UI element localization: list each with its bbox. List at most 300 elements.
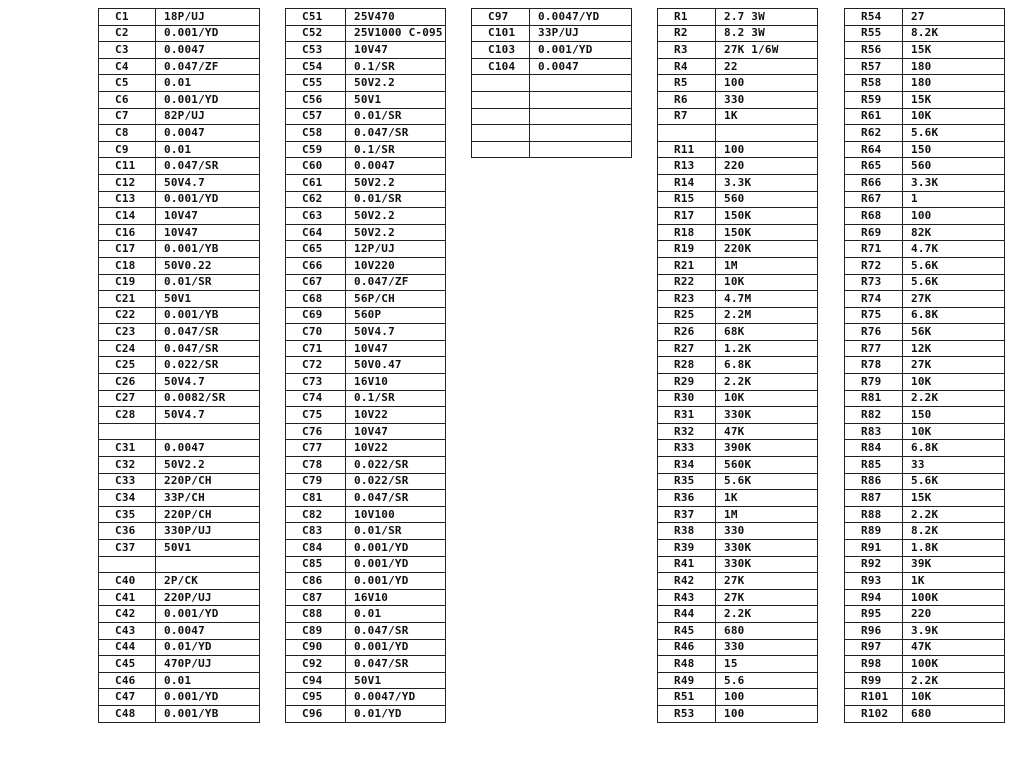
part-value-cell: 8.2 3W bbox=[716, 25, 818, 42]
part-value-cell: 0.001/YD bbox=[346, 540, 446, 557]
part-ref-cell: C3 bbox=[99, 42, 156, 59]
table-row bbox=[286, 523, 446, 540]
table-row bbox=[658, 656, 818, 673]
part-value-cell: 220P/CH bbox=[156, 506, 260, 523]
part-value-cell: 0.0047/YD bbox=[530, 9, 632, 26]
part-value-cell: 27 bbox=[903, 9, 1005, 26]
table-row bbox=[658, 208, 818, 225]
table-row bbox=[99, 9, 260, 26]
part-value-cell: 10V47 bbox=[156, 208, 260, 225]
part-ref-cell: R14 bbox=[658, 174, 716, 191]
table-row bbox=[658, 556, 818, 573]
table-row bbox=[658, 125, 818, 142]
part-ref-cell: R38 bbox=[658, 523, 716, 540]
part-ref-cell: R88 bbox=[845, 506, 903, 523]
part-value-cell: 1 bbox=[903, 191, 1005, 208]
capacitor-table-3 bbox=[471, 8, 632, 158]
table-row bbox=[286, 191, 446, 208]
part-value-cell: 82P/UJ bbox=[156, 108, 260, 125]
part-ref-cell: R39 bbox=[658, 540, 716, 557]
part-value-cell: 470P/UJ bbox=[156, 656, 260, 673]
part-ref-cell: R6 bbox=[658, 91, 716, 108]
part-value-cell: 0.0047 bbox=[530, 58, 632, 75]
part-value-cell: 12K bbox=[903, 340, 1005, 357]
part-value-cell: 10V47 bbox=[346, 423, 446, 440]
table-row bbox=[845, 158, 1005, 175]
table-row bbox=[99, 224, 260, 241]
part-ref-cell: R62 bbox=[845, 125, 903, 142]
part-ref-cell: R66 bbox=[845, 174, 903, 191]
part-value-cell: 3.9K bbox=[903, 622, 1005, 639]
part-ref-cell: C82 bbox=[286, 506, 346, 523]
table-row bbox=[99, 473, 260, 490]
table-row bbox=[286, 108, 446, 125]
part-value-cell: 150K bbox=[716, 224, 818, 241]
table-row bbox=[286, 473, 446, 490]
table-row bbox=[99, 573, 260, 590]
table-row bbox=[286, 506, 446, 523]
table-row bbox=[658, 58, 818, 75]
table-row bbox=[99, 257, 260, 274]
part-ref-cell: R102 bbox=[845, 705, 903, 722]
part-value-cell: 0.01/YD bbox=[346, 705, 446, 722]
table-row bbox=[99, 622, 260, 639]
table-row bbox=[99, 42, 260, 59]
table-row bbox=[99, 75, 260, 92]
part-ref-cell: R76 bbox=[845, 324, 903, 341]
table-row bbox=[99, 191, 260, 208]
part-value-cell: 0.01 bbox=[156, 672, 260, 689]
table-row bbox=[286, 573, 446, 590]
part-ref-cell: R41 bbox=[658, 556, 716, 573]
part-value-cell: 560K bbox=[716, 457, 818, 474]
table-row bbox=[472, 9, 632, 26]
part-value-cell: 0.001/YD bbox=[346, 573, 446, 590]
part-ref-cell: C72 bbox=[286, 357, 346, 374]
part-ref-cell: C83 bbox=[286, 523, 346, 540]
part-value-cell: 0.01/SR bbox=[346, 108, 446, 125]
table-row bbox=[658, 42, 818, 59]
table-row bbox=[845, 689, 1005, 706]
part-ref-cell: C59 bbox=[286, 141, 346, 158]
table-row bbox=[99, 208, 260, 225]
part-ref-cell: C74 bbox=[286, 390, 346, 407]
part-ref-cell: R84 bbox=[845, 440, 903, 457]
part-ref-cell: C67 bbox=[286, 274, 346, 291]
part-value-cell: 47K bbox=[716, 423, 818, 440]
table-row bbox=[286, 390, 446, 407]
table-row bbox=[658, 191, 818, 208]
resistor-table-1 bbox=[657, 8, 818, 723]
part-ref-cell: C51 bbox=[286, 9, 346, 26]
part-ref-cell: R49 bbox=[658, 672, 716, 689]
part-value-cell: 220K bbox=[716, 241, 818, 258]
part-ref-cell: C58 bbox=[286, 125, 346, 142]
part-value-cell: 10V22 bbox=[346, 407, 446, 424]
table-row bbox=[99, 689, 260, 706]
part-value-cell: 220 bbox=[903, 606, 1005, 623]
part-ref-cell: R1 bbox=[658, 9, 716, 26]
table-row bbox=[472, 108, 632, 125]
part-ref-cell: C89 bbox=[286, 622, 346, 639]
table-row bbox=[845, 340, 1005, 357]
part-ref-cell: C75 bbox=[286, 407, 346, 424]
table-row bbox=[286, 274, 446, 291]
part-ref-cell: R48 bbox=[658, 656, 716, 673]
table-row bbox=[472, 125, 632, 142]
part-ref-cell: R35 bbox=[658, 473, 716, 490]
table-row bbox=[658, 75, 818, 92]
part-ref-cell: C6 bbox=[99, 91, 156, 108]
part-ref-cell: R59 bbox=[845, 91, 903, 108]
table-row bbox=[658, 374, 818, 391]
part-ref-cell: R71 bbox=[845, 241, 903, 258]
part-value-cell: 1K bbox=[903, 573, 1005, 590]
part-ref-cell: C65 bbox=[286, 241, 346, 258]
part-value-cell: 10V47 bbox=[346, 340, 446, 357]
part-ref-cell: C28 bbox=[99, 407, 156, 424]
part-ref-cell: R58 bbox=[845, 75, 903, 92]
capacitor-table-1 bbox=[98, 8, 260, 723]
part-ref-cell: C76 bbox=[286, 423, 346, 440]
part-value-cell bbox=[530, 91, 632, 108]
part-ref-cell: R61 bbox=[845, 108, 903, 125]
part-ref-cell: C35 bbox=[99, 506, 156, 523]
part-value-cell: 0.001/YD bbox=[346, 639, 446, 656]
part-ref-cell: C21 bbox=[99, 291, 156, 308]
part-ref-cell: C94 bbox=[286, 672, 346, 689]
table-row bbox=[286, 672, 446, 689]
part-value-cell: 0.1/SR bbox=[346, 58, 446, 75]
part-ref-cell: C45 bbox=[99, 656, 156, 673]
part-value-cell: 1.2K bbox=[716, 340, 818, 357]
part-ref-cell: R42 bbox=[658, 573, 716, 590]
table-row bbox=[658, 224, 818, 241]
part-ref-cell: C23 bbox=[99, 324, 156, 341]
table-row bbox=[845, 573, 1005, 590]
table-row bbox=[658, 340, 818, 357]
part-ref-cell: C36 bbox=[99, 523, 156, 540]
part-value-cell: 0.0047 bbox=[156, 125, 260, 142]
table-row bbox=[286, 141, 446, 158]
part-value-cell: 220P/UJ bbox=[156, 589, 260, 606]
part-value-cell: 68K bbox=[716, 324, 818, 341]
part-ref-cell: C26 bbox=[99, 374, 156, 391]
part-value-cell bbox=[530, 141, 632, 158]
part-ref-cell: C24 bbox=[99, 340, 156, 357]
table-row bbox=[845, 390, 1005, 407]
table-row bbox=[286, 224, 446, 241]
part-value-cell: 2.2K bbox=[903, 506, 1005, 523]
part-ref-cell: C87 bbox=[286, 589, 346, 606]
part-value-cell: 0.0047 bbox=[346, 158, 446, 175]
part-ref-cell: C53 bbox=[286, 42, 346, 59]
part-ref-cell: C37 bbox=[99, 540, 156, 557]
part-value-cell: 0.047/SR bbox=[346, 622, 446, 639]
table-row bbox=[472, 42, 632, 59]
part-value-cell: 0.0047 bbox=[156, 440, 260, 457]
part-value-cell: 2.2K bbox=[903, 390, 1005, 407]
part-ref-cell: C42 bbox=[99, 606, 156, 623]
part-value-cell: 1M bbox=[716, 506, 818, 523]
part-value-cell: 680 bbox=[716, 622, 818, 639]
table-row bbox=[99, 656, 260, 673]
part-ref-cell: R96 bbox=[845, 622, 903, 639]
table-row bbox=[658, 257, 818, 274]
table-row bbox=[845, 705, 1005, 722]
part-ref-cell: R44 bbox=[658, 606, 716, 623]
part-ref-cell: R22 bbox=[658, 274, 716, 291]
table-row bbox=[99, 540, 260, 557]
part-ref-cell: C64 bbox=[286, 224, 346, 241]
part-ref-cell: C61 bbox=[286, 174, 346, 191]
part-value-cell: 330 bbox=[716, 639, 818, 656]
part-ref-cell: R29 bbox=[658, 374, 716, 391]
part-value-cell: 27K bbox=[903, 357, 1005, 374]
part-value-cell: 2.2K bbox=[716, 374, 818, 391]
part-ref-cell: R92 bbox=[845, 556, 903, 573]
table-row bbox=[658, 108, 818, 125]
part-value-cell: 560P bbox=[346, 307, 446, 324]
table-row bbox=[658, 357, 818, 374]
part-ref-cell: R87 bbox=[845, 490, 903, 507]
table-row bbox=[99, 390, 260, 407]
part-value-cell: 0.047/SR bbox=[346, 490, 446, 507]
part-value-cell: 150K bbox=[716, 208, 818, 225]
part-ref-cell: R25 bbox=[658, 307, 716, 324]
part-value-cell: 150 bbox=[903, 407, 1005, 424]
part-value-cell: 0.001/YD bbox=[156, 191, 260, 208]
table-row bbox=[286, 257, 446, 274]
part-value-cell: 0.1/SR bbox=[346, 390, 446, 407]
part-value-cell: 10V100 bbox=[346, 506, 446, 523]
part-ref-cell: C19 bbox=[99, 274, 156, 291]
table-row bbox=[99, 523, 260, 540]
part-ref-cell: C101 bbox=[472, 25, 530, 42]
table-row bbox=[845, 523, 1005, 540]
part-ref-cell: R98 bbox=[845, 656, 903, 673]
part-ref-cell: C57 bbox=[286, 108, 346, 125]
table-row bbox=[658, 174, 818, 191]
table-row bbox=[845, 241, 1005, 258]
part-value-cell: 560 bbox=[903, 158, 1005, 175]
part-ref-cell: C79 bbox=[286, 473, 346, 490]
part-ref-cell: C12 bbox=[99, 174, 156, 191]
part-value-cell: 47K bbox=[903, 639, 1005, 656]
table-row bbox=[658, 91, 818, 108]
part-ref-cell: R57 bbox=[845, 58, 903, 75]
table-row bbox=[658, 390, 818, 407]
table-row bbox=[286, 174, 446, 191]
table-row bbox=[99, 556, 260, 573]
part-ref-cell: C60 bbox=[286, 158, 346, 175]
part-ref-cell: C104 bbox=[472, 58, 530, 75]
table-row bbox=[286, 606, 446, 623]
part-ref-cell bbox=[658, 125, 716, 142]
part-value-cell: 50V1 bbox=[346, 91, 446, 108]
resistor-table-2 bbox=[844, 8, 1005, 723]
table-row bbox=[286, 639, 446, 656]
part-ref-cell: R89 bbox=[845, 523, 903, 540]
part-ref-cell: C63 bbox=[286, 208, 346, 225]
table-row bbox=[658, 407, 818, 424]
table-row bbox=[845, 490, 1005, 507]
part-ref-cell: C88 bbox=[286, 606, 346, 623]
table-row bbox=[845, 141, 1005, 158]
part-value-cell: 50V2.2 bbox=[346, 174, 446, 191]
part-value-cell: 50V2.2 bbox=[346, 224, 446, 241]
part-value-cell bbox=[530, 75, 632, 92]
part-value-cell: 50V4.7 bbox=[156, 174, 260, 191]
part-ref-cell: C33 bbox=[99, 473, 156, 490]
part-ref-cell: C8 bbox=[99, 125, 156, 142]
part-ref-cell: C1 bbox=[99, 9, 156, 26]
part-ref-cell: R36 bbox=[658, 490, 716, 507]
part-value-cell bbox=[156, 423, 260, 440]
table-row bbox=[845, 656, 1005, 673]
table-row bbox=[286, 705, 446, 722]
table-row bbox=[845, 639, 1005, 656]
part-value-cell: 10K bbox=[716, 274, 818, 291]
part-ref-cell: C31 bbox=[99, 440, 156, 457]
table-row bbox=[286, 656, 446, 673]
part-ref-cell: R78 bbox=[845, 357, 903, 374]
table-row bbox=[845, 274, 1005, 291]
part-value-cell: 0.0047 bbox=[156, 622, 260, 639]
part-ref-cell: C18 bbox=[99, 257, 156, 274]
part-value-cell: 0.01/SR bbox=[156, 274, 260, 291]
part-ref-cell: R3 bbox=[658, 42, 716, 59]
table-row bbox=[845, 374, 1005, 391]
part-ref-cell: R37 bbox=[658, 506, 716, 523]
part-value-cell: 82K bbox=[903, 224, 1005, 241]
table-row bbox=[99, 340, 260, 357]
table-row bbox=[286, 622, 446, 639]
table-row bbox=[286, 589, 446, 606]
part-value-cell bbox=[530, 108, 632, 125]
part-value-cell: 2.2K bbox=[716, 606, 818, 623]
table-row bbox=[658, 291, 818, 308]
part-value-cell: 50V1 bbox=[156, 540, 260, 557]
table-row bbox=[99, 606, 260, 623]
part-value-cell: 330K bbox=[716, 556, 818, 573]
part-value-cell: 10K bbox=[903, 374, 1005, 391]
part-value-cell: 5.6K bbox=[903, 274, 1005, 291]
part-value-cell: 1K bbox=[716, 490, 818, 507]
table-row bbox=[286, 440, 446, 457]
part-ref-cell: C69 bbox=[286, 307, 346, 324]
part-value-cell: 50V2.2 bbox=[346, 75, 446, 92]
table-row bbox=[286, 540, 446, 557]
part-value-cell: 27K 1/6W bbox=[716, 42, 818, 59]
part-ref-cell: C48 bbox=[99, 705, 156, 722]
part-value-cell: 50V4.7 bbox=[156, 407, 260, 424]
part-ref-cell: R33 bbox=[658, 440, 716, 457]
part-ref-cell: C7 bbox=[99, 108, 156, 125]
part-value-cell: 0.047/SR bbox=[156, 158, 260, 175]
part-value-cell: 0.01 bbox=[156, 75, 260, 92]
part-ref-cell: R34 bbox=[658, 457, 716, 474]
part-value-cell: 1K bbox=[716, 108, 818, 125]
part-value-cell: 18P/UJ bbox=[156, 9, 260, 26]
part-ref-cell: C73 bbox=[286, 374, 346, 391]
table-row bbox=[658, 9, 818, 26]
part-value-cell: 0.01/SR bbox=[346, 523, 446, 540]
part-ref-cell: C71 bbox=[286, 340, 346, 357]
table-row bbox=[658, 158, 818, 175]
part-ref-cell: R17 bbox=[658, 208, 716, 225]
table-row bbox=[99, 374, 260, 391]
part-value-cell: 33P/CH bbox=[156, 490, 260, 507]
part-ref-cell: R28 bbox=[658, 357, 716, 374]
part-value-cell: 50V2.2 bbox=[346, 208, 446, 225]
part-value-cell: 16V10 bbox=[346, 374, 446, 391]
table-row bbox=[286, 340, 446, 357]
part-value-cell: 0.001/YD bbox=[346, 556, 446, 573]
part-value-cell: 2P/CK bbox=[156, 573, 260, 590]
table-row bbox=[286, 241, 446, 258]
table-row bbox=[99, 241, 260, 258]
table-row bbox=[658, 622, 818, 639]
part-value-cell: 680 bbox=[903, 705, 1005, 722]
part-value-cell bbox=[156, 556, 260, 573]
part-ref-cell: R26 bbox=[658, 324, 716, 341]
part-ref-cell: R45 bbox=[658, 622, 716, 639]
part-value-cell: 50V0.22 bbox=[156, 257, 260, 274]
part-value-cell: 10K bbox=[903, 108, 1005, 125]
table-row bbox=[286, 423, 446, 440]
part-value-cell: 0.001/YD bbox=[156, 689, 260, 706]
part-ref-cell: C46 bbox=[99, 672, 156, 689]
part-ref-cell: C17 bbox=[99, 241, 156, 258]
part-ref-cell: R85 bbox=[845, 457, 903, 474]
part-ref-cell: R94 bbox=[845, 589, 903, 606]
part-value-cell: 220 bbox=[716, 158, 818, 175]
table-row bbox=[658, 307, 818, 324]
part-value-cell: 0.01/SR bbox=[346, 191, 446, 208]
table-row bbox=[845, 174, 1005, 191]
capacitor-table-2 bbox=[285, 8, 446, 723]
part-value-cell: 10K bbox=[903, 423, 1005, 440]
part-value-cell: 180 bbox=[903, 58, 1005, 75]
part-value-cell: 0.0047 bbox=[156, 42, 260, 59]
table-row bbox=[99, 274, 260, 291]
table-row bbox=[658, 705, 818, 722]
part-value-cell: 3.3K bbox=[903, 174, 1005, 191]
part-value-cell: 0.01/YD bbox=[156, 639, 260, 656]
part-ref-cell: C13 bbox=[99, 191, 156, 208]
part-value-cell: 0.047/ZF bbox=[346, 274, 446, 291]
part-value-cell: 220P/CH bbox=[156, 473, 260, 490]
part-value-cell: 5.6K bbox=[716, 473, 818, 490]
table-row bbox=[99, 307, 260, 324]
table-row bbox=[845, 307, 1005, 324]
table-row bbox=[658, 606, 818, 623]
part-value-cell: 0.022/SR bbox=[156, 357, 260, 374]
part-value-cell: 150 bbox=[903, 141, 1005, 158]
part-value-cell: 330K bbox=[716, 540, 818, 557]
part-ref-cell: C14 bbox=[99, 208, 156, 225]
table-row bbox=[99, 125, 260, 142]
part-value-cell: 100K bbox=[903, 656, 1005, 673]
part-value-cell: 2.2M bbox=[716, 307, 818, 324]
table-row bbox=[658, 25, 818, 42]
table-row bbox=[99, 91, 260, 108]
table-row bbox=[845, 191, 1005, 208]
part-ref-cell: R31 bbox=[658, 407, 716, 424]
table-row bbox=[99, 490, 260, 507]
part-value-cell: 1M bbox=[716, 257, 818, 274]
